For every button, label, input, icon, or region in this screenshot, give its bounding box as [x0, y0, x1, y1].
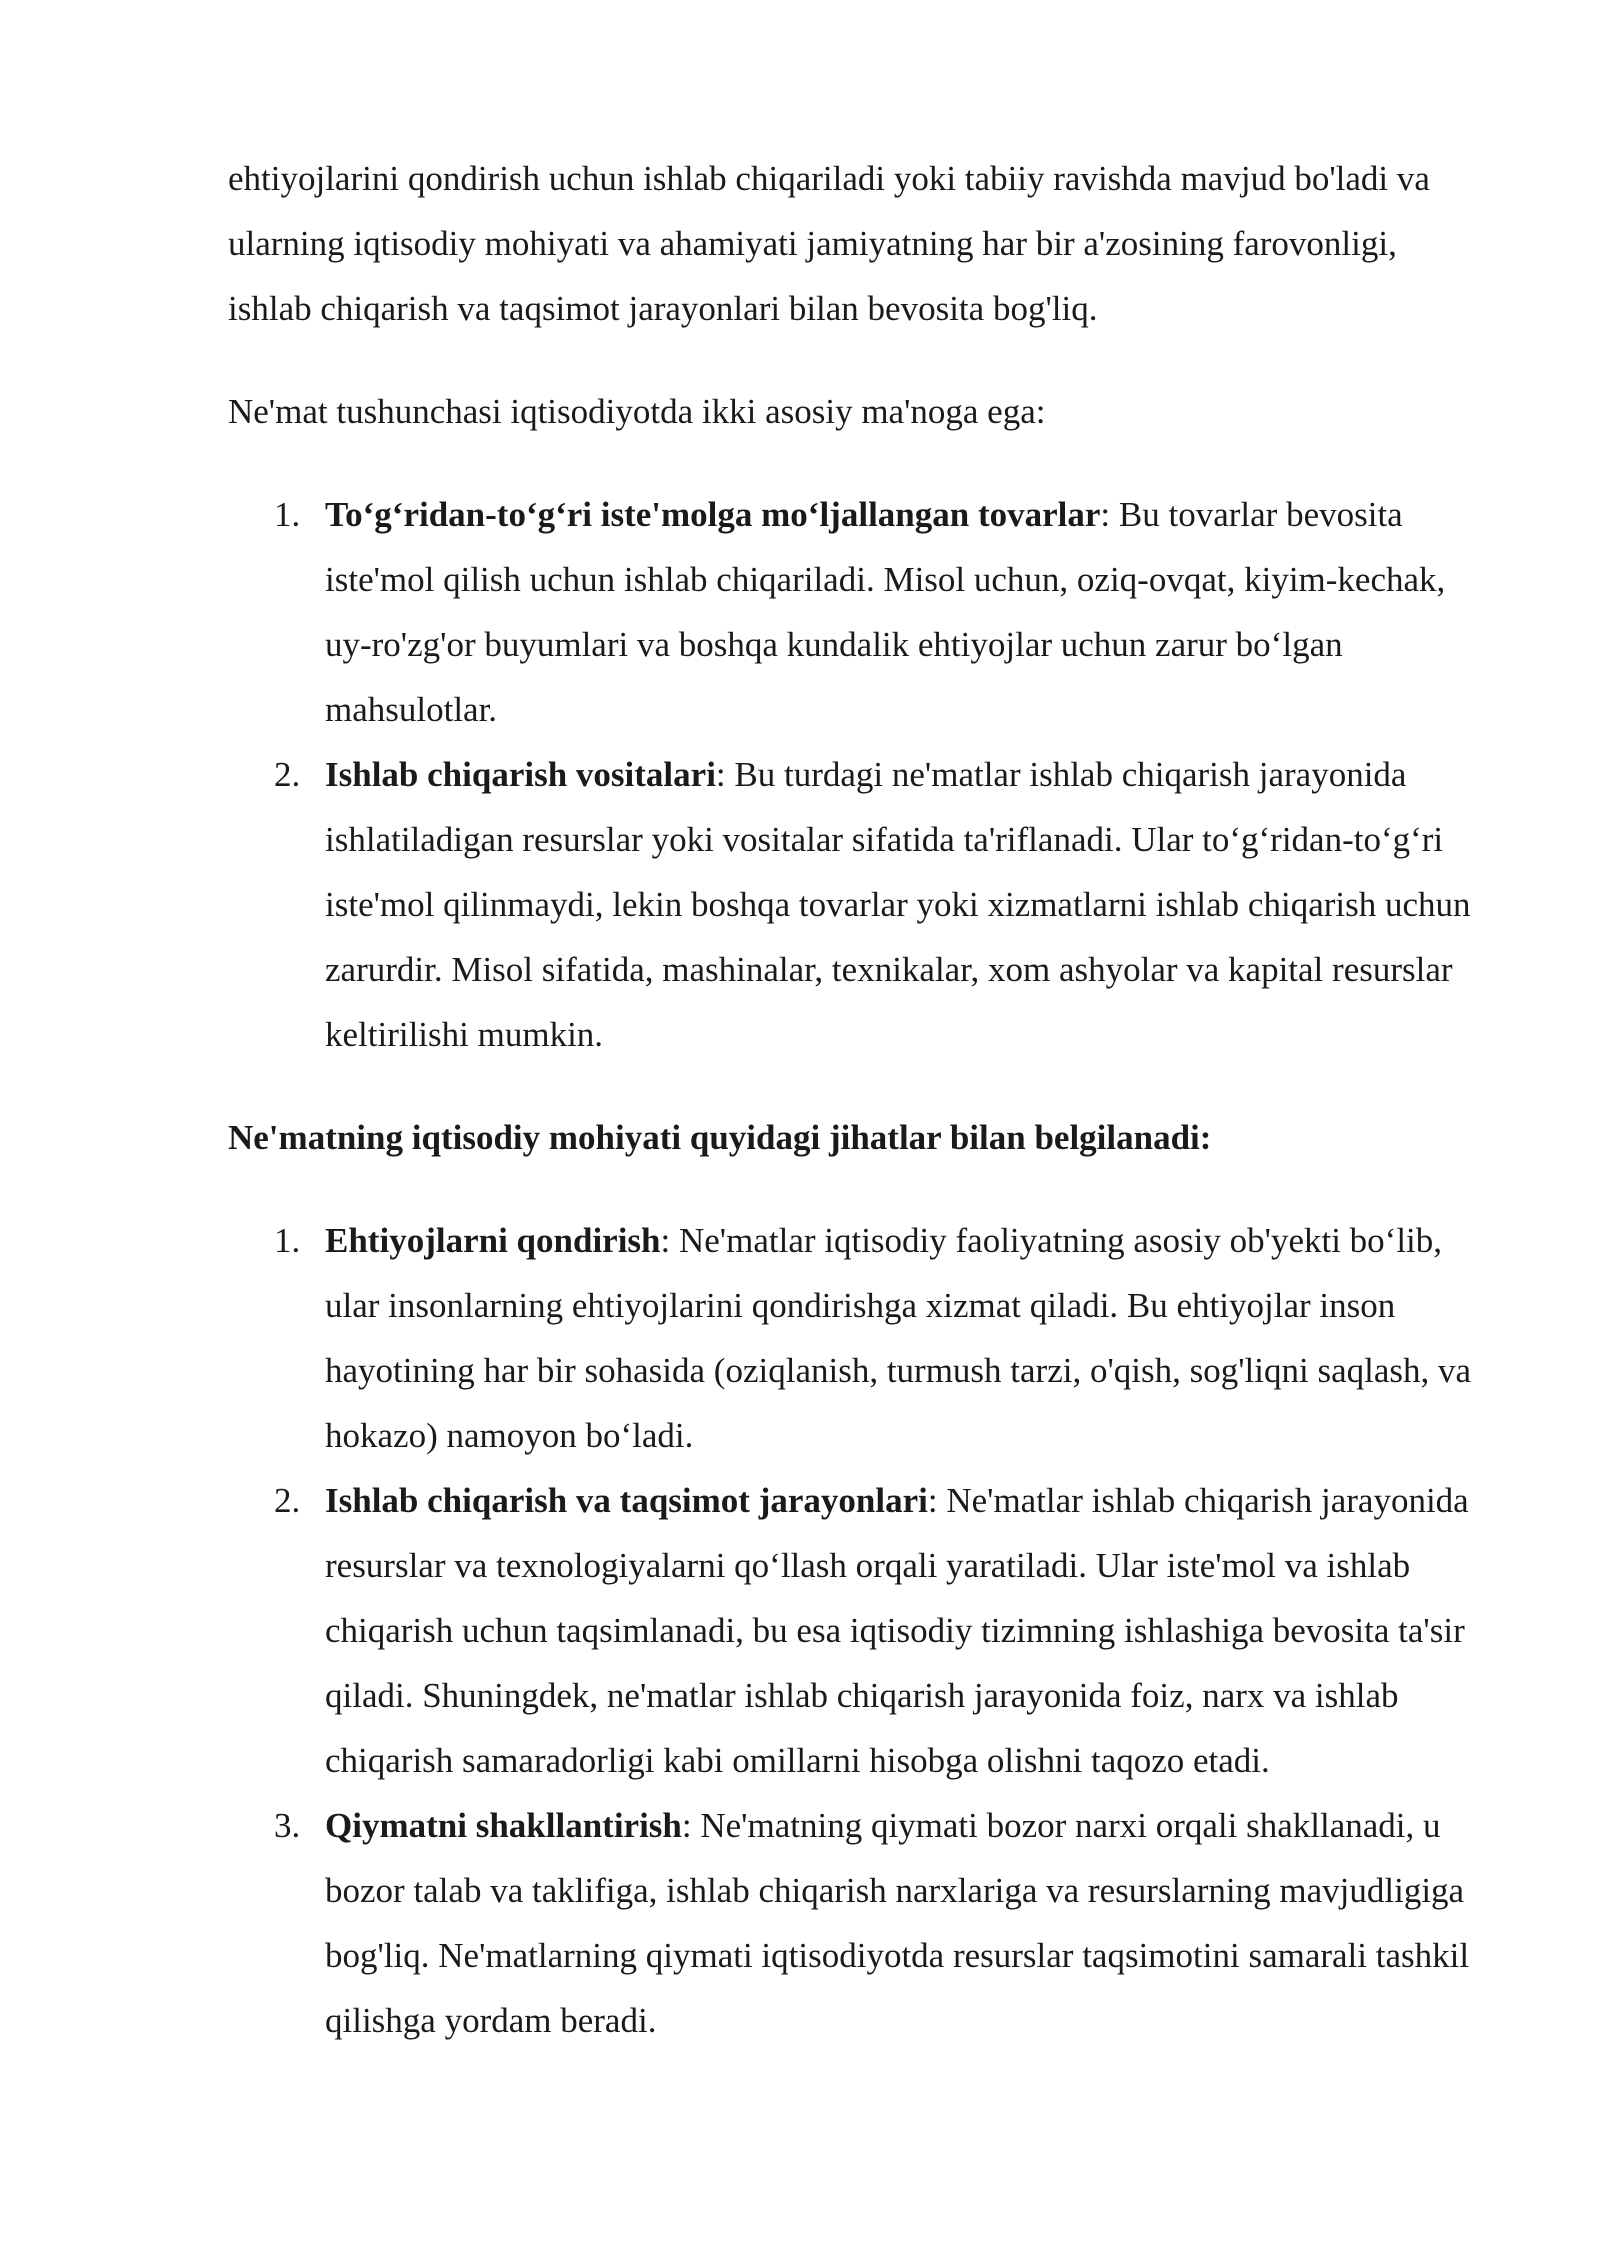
- list-item-term: Qiymatni shakllantirish: [325, 1806, 682, 1845]
- list-item-number: 1.: [274, 495, 301, 534]
- list-item-text: : Ne'matlar iqtisodiy faoliyatning asosiy ob'yekti bo‘lib, ular insonlarning ehtiyojlarini qondirishga xizmat qiladi. Bu ehtiyojlar inson hayotining har bir sohasida (oziqlanish, turmush tarzi, o'qish, sog'liqni saqlash, va hokazo) namoyon bo‘ladi.: [325, 1221, 1472, 1455]
- list-item: [228, 1793, 1488, 2053]
- aspects-list: [228, 1208, 1488, 2053]
- list-item-term: Ishlab chiqarish vositalari: [325, 755, 716, 794]
- list-item-text: : Bu tovarlar bevosita iste'mol qilish uchun ishlab chiqariladi. Misol uchun, oziq-ovqat, kiyim-kechak, uy-ro'zg'or buyumlari va boshqa kundalik ehtiyojlar uchun zarur bo‘lgan mahsulotlar.: [325, 495, 1446, 729]
- list-item-term: Ishlab chiqarish va taqsimot jarayonlari: [325, 1481, 928, 1520]
- list-item-number: 2.: [274, 1481, 301, 1520]
- document-page: [228, 146, 1488, 2091]
- list-item: [228, 482, 1488, 742]
- section-heading: Ne'matning iqtisodiy mohiyati quyidagi jihatlar bilan belgilanadi:: [228, 1118, 1212, 1157]
- intro-lead-in: Ne'mat tushunchasi iqtisodiyotda ikki asosiy ma'noga ega:: [228, 392, 1046, 431]
- list-item: [228, 1208, 1488, 1468]
- list-item: [228, 1468, 1488, 1793]
- list-item-text: : Ne'matning qiymati bozor narxi orqali shakllanadi, u bozor talab va taklifiga, ishlab chiqarish narxlariga va resurslarning mavjudligiga bog'liq. Ne'matlarning qiymati iqtisodiyotda resurslar taqsimotini samarali tashkil qilishga yordam beradi.: [325, 1806, 1470, 2040]
- intro-paragraph: ehtiyojlarini qondirish uchun ishlab chiqariladi yoki tabiiy ravishda mavjud bo'ladi va ularning iqtisodiy mohiyati va ahamiyati jamiyatning har bir a'zosining farovonligi, ishlab chiqarish va taqsimot jarayonlari bilan bevosita bog'liq.: [228, 159, 1430, 328]
- meanings-list: [228, 482, 1488, 1067]
- list-item: [228, 742, 1488, 1067]
- list-item-number: 3.: [274, 1806, 301, 1845]
- list-item-text: : Bu turdagi ne'matlar ishlab chiqarish jarayonida ishlatiladigan resurslar yoki vositalar sifatida ta'riflanadi. Ular to‘g‘ridan-to‘g‘ri iste'mol qilinmaydi, lekin boshqa tovarlar yoki xizmatlarni ishlab chiqarish uchun zarurdir. Misol sifatida, mashinalar, texnikalar, xom ashyolar va kapital resurslar keltirilishi mumkin.: [325, 755, 1471, 1054]
- list-item-text: : Ne'matlar ishlab chiqarish jarayonida resurslar va texnologiyalarni qo‘llash orqali yaratiladi. Ular iste'mol va ishlab chiqarish uchun taqsimlanadi, bu esa iqtisodiy tizimning ishlashiga bevosita ta'sir qiladi. Shuningdek, ne'matlar ishlab chiqarish jarayonida foiz, narx va ishlab chiqarish samaradorligi kabi omillarni hisobga olishni taqozo etadi.: [325, 1481, 1469, 1780]
- list-item-number: 1.: [274, 1221, 301, 1260]
- list-item-number: 2.: [274, 755, 301, 794]
- list-item-term: Ehtiyojlarni qondirish: [325, 1221, 661, 1260]
- list-item-term: To‘g‘ridan-to‘g‘ri iste'molga mo‘ljallangan tovarlar: [325, 495, 1101, 534]
